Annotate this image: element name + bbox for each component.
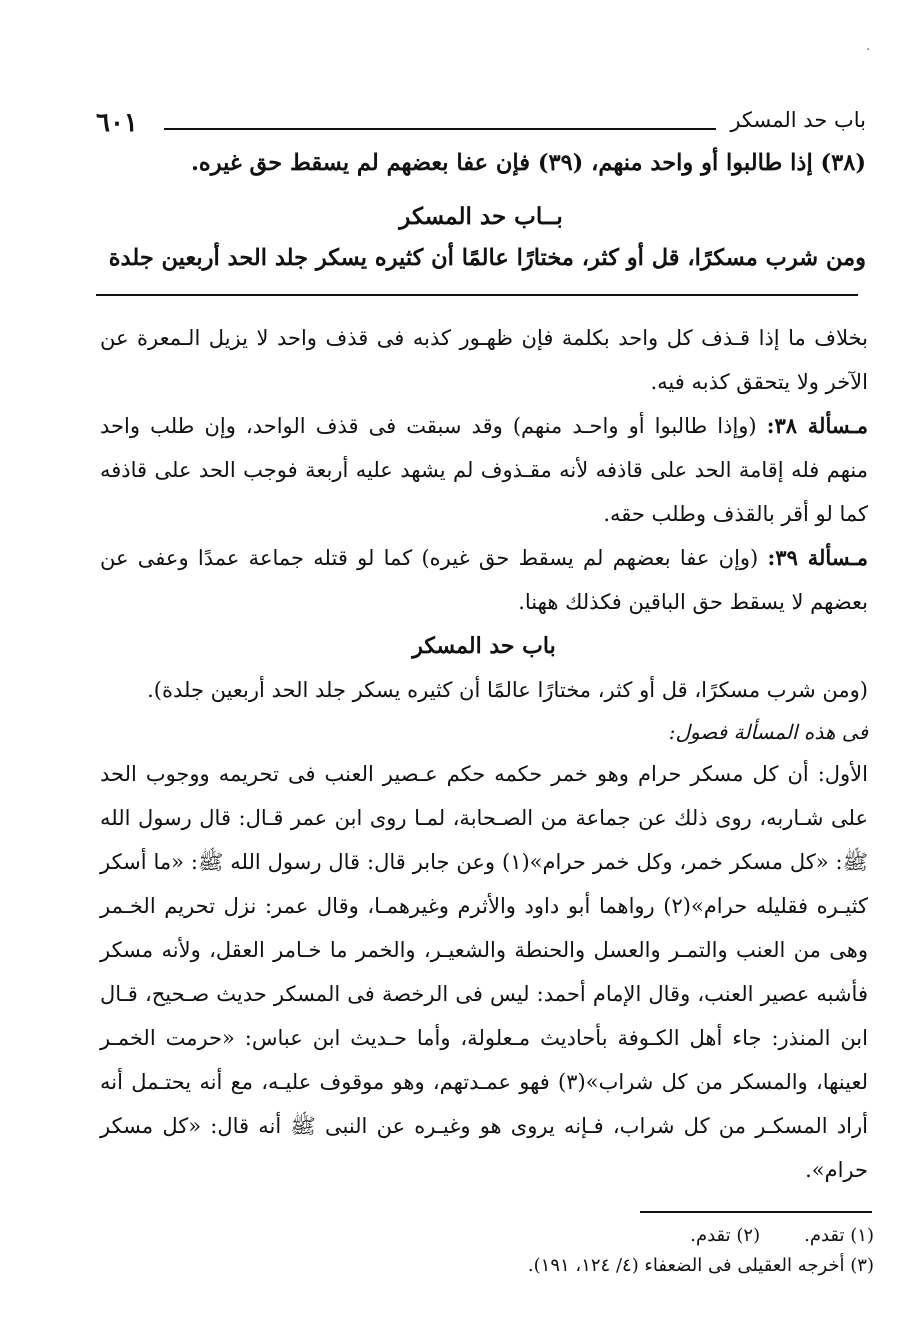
paragraph-1: بخلاف ما إذا قـذف كل واحد بكلمة فإن ظهـور كذبه فى قذف واحد لا يزيل الـمعرة عن الآخر ولا يتحقق كذبه فيه. <box>100 326 868 394</box>
section-heading: باب حد المسكر <box>412 633 556 659</box>
footnote-1: (١) تقدم. <box>804 1225 874 1246</box>
running-title: باب حد المسكر <box>730 108 866 132</box>
matn-line-2: ومن شرب مسكرًا، قل أو كثر، مختارًا عالمًا أن كثيره يسكر جلد الحد أربعين جلدة <box>108 245 866 271</box>
matn-text-2 <box>96 245 866 272</box>
footnote-rule <box>640 1211 872 1213</box>
masala-38-text: (وإذا طالبوا أو واحـد منهم) وقد سبقت فى قذف الواحد، وإن طلب واحد منهم فله إقامة الحد على قاذفه لأنه مقـذوف لم يشهد عليه أربعة فوجب الحد على قاذفه كما لو أقر بالقذف وطلب حقه. <box>100 414 868 526</box>
paragraph-2 <box>100 404 868 536</box>
commentary <box>100 316 868 1192</box>
matn-text <box>96 150 866 177</box>
masala-38-label: مـسألة ٣٨: <box>766 413 868 438</box>
header-rule <box>164 128 716 130</box>
footnote-row-1 <box>300 1221 874 1251</box>
matn-heading-wrap <box>96 203 866 230</box>
running-header <box>96 108 866 142</box>
margin-mark: · <box>866 42 871 58</box>
paragraph-6: الأول: أن كل مسكر حرام وهو خمر حكمه حكم عـصير العنب فى تحريمه ووجوب الحد على شـاربه، روى ذلك عن جماعة من الصـحابة، لمـا روى ابن عمر قـال: قال رسول الله ﷺ: «كل مسكر خمر، وكل خمر حرام»(١) وعن جابر قال: قال رسول الله ﷺ: «ما أسكر كثيـره فقليله حرام»(٢) رواهما أبو داود والأثرم وغيرهمـا، وقال عمر: نزل تحريم الخـمر وهى من العنب والتمـر والعسل والحنطة والشعيـر، والخمر ما خـامر العقل، ولأنه مسكر فأشبه عصير العنب، وقال الإمام أحمد: ليس فى الرخصة فى المسكر حديث صـحيح، قـال ابن المنذر: جاء أهل الكـوفة بأحاديث مـعلولة، وأما حـديث ابن عباس: «حرمت الخمـر لعينها، والمسكر من كل شراب»(٣) فهو عمـدتهم، وهو موقوف عليـه، مع أنه يحتـمل أنه أراد المسكـر من كل شراب، فـإنه يروى هو وغيـره عن النبى ﷺ أنه قال: «كل مسكر حرام». <box>100 762 869 1182</box>
footnote-3: (٣) أخرجه العقيلى فى الضعفاء (٤/ ١٢٤، ١٩١). <box>527 1255 874 1276</box>
footnotes <box>300 1221 874 1281</box>
masala-39-text: (وإن عفا بعضهم لم يسقط حق غيره) كما لو قتله جماعة عمدًا وعفى عن بعضهم لا يسقط حق الباقين فكذلك ههنا. <box>100 546 868 614</box>
page-number: ٦٠١ <box>96 108 138 138</box>
matn-separator <box>96 294 858 296</box>
matn-heading: بــاب حد المسكر <box>399 203 563 230</box>
paragraph-5: فى هذه المسألة فصول: <box>668 720 868 744</box>
masala-39-label: مـسألة ٣٩: <box>767 545 868 570</box>
paragraph-3 <box>100 536 868 624</box>
matn-line-1: (٣٨) إذا طالبوا أو واحد منهم، (٣٩) فإن عفا بعضهم لم يسقط حق غيره. <box>191 150 866 176</box>
paragraph-4: (ومن شرب مسكرًا، قل أو كثر، مختارًا عالمًا أن كثيره يسكر جلد الحد أربعين جلدة). <box>147 678 868 702</box>
footnote-2: (٢) تقدم. <box>690 1225 761 1246</box>
